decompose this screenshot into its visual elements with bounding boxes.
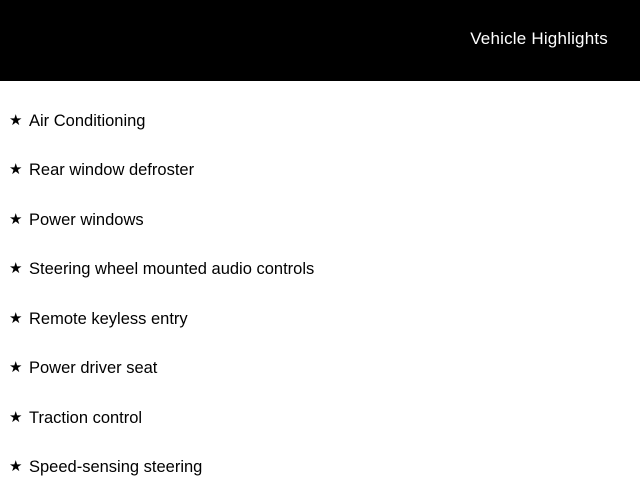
- star-icon: ★: [9, 261, 29, 277]
- star-icon: ★: [9, 162, 29, 178]
- star-icon: ★: [9, 212, 29, 228]
- page-title: Vehicle Highlights: [470, 29, 608, 49]
- list-item: [0, 443, 640, 492]
- star-icon: ★: [9, 311, 29, 327]
- star-icon: ★: [9, 360, 29, 376]
- list-item: [0, 96, 640, 146]
- list-item-label: Power driver seat: [29, 358, 157, 378]
- header-bar: [0, 0, 640, 81]
- list-item: [0, 195, 640, 245]
- list-item: [0, 146, 640, 196]
- list-item-label: Traction control: [29, 408, 142, 428]
- star-icon: ★: [9, 410, 29, 426]
- list-item-label: Speed-sensing steering: [29, 457, 202, 477]
- list-item: [0, 294, 640, 344]
- list-item: [0, 393, 640, 443]
- list-item-label: Remote keyless entry: [29, 309, 188, 329]
- star-icon: ★: [9, 459, 29, 475]
- list-item-label: Air Conditioning: [29, 111, 145, 131]
- list-item-label: Rear window defroster: [29, 160, 194, 180]
- list-item-label: Steering wheel mounted audio controls: [29, 259, 314, 279]
- vehicle-highlights-list: [0, 81, 640, 492]
- list-item: [0, 245, 640, 295]
- star-icon: ★: [9, 113, 29, 129]
- list-item-label: Power windows: [29, 210, 144, 230]
- list-item: [0, 344, 640, 394]
